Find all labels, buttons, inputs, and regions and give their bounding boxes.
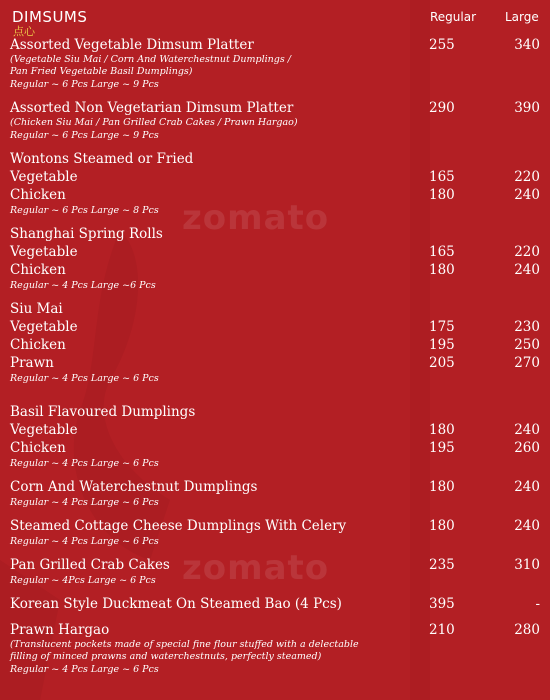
menu-item bbox=[10, 439, 550, 457]
price-large: 240 bbox=[514, 518, 540, 534]
item-name: Chicken bbox=[10, 337, 66, 353]
portion-note: Regular ~ 6 Pcs Large ~ 9 Pcs bbox=[10, 79, 159, 90]
price-large: 240 bbox=[514, 262, 540, 278]
menu-item bbox=[10, 168, 550, 186]
column-header-large: Large bbox=[505, 10, 539, 24]
price-regular: 395 bbox=[429, 596, 455, 612]
menu-section bbox=[10, 556, 550, 587]
item-description: Pan Fried Vegetable Basil Dumplings) bbox=[10, 66, 193, 77]
price-large: 390 bbox=[514, 100, 540, 116]
price-large: 240 bbox=[514, 479, 540, 495]
price-large: 220 bbox=[514, 244, 540, 260]
price-large: 250 bbox=[514, 337, 540, 353]
price-large: 270 bbox=[514, 355, 540, 371]
menu-list bbox=[10, 36, 550, 684]
portion-note: Regular ~ 4 Pcs Large ~ 6 Pcs bbox=[10, 664, 159, 675]
price-regular: 165 bbox=[429, 244, 455, 260]
price-large: 260 bbox=[514, 440, 540, 456]
price-regular: 195 bbox=[429, 337, 455, 353]
section-title: Prawn Hargao bbox=[10, 622, 110, 638]
portion-note: Regular ~ 4 Pcs Large ~ 6 Pcs bbox=[10, 458, 159, 469]
menu-item bbox=[10, 421, 550, 439]
price-regular: 290 bbox=[429, 100, 455, 116]
portion-note: Regular ~ 4 Pcs Large ~ 6 Pcs bbox=[10, 536, 159, 547]
price-large: 240 bbox=[514, 422, 540, 438]
item-description: filling of minced prawns and waterchestnuts, perfectly steamed) bbox=[10, 651, 322, 662]
price-large: 220 bbox=[514, 169, 540, 185]
price-large: 230 bbox=[514, 319, 540, 335]
price-regular: 165 bbox=[429, 169, 455, 185]
section-title: Basil Flavoured Dumplings bbox=[10, 404, 196, 420]
menu-section bbox=[10, 36, 550, 91]
portion-note: Regular ~ 4 Pcs Large ~ 6 Pcs bbox=[10, 497, 159, 508]
price-regular: 180 bbox=[429, 479, 455, 495]
column-header-regular: Regular bbox=[430, 10, 477, 24]
menu-section bbox=[10, 300, 550, 385]
menu-section bbox=[10, 150, 550, 217]
portion-note: Regular ~ 4 Pcs Large ~ 6 Pcs bbox=[10, 373, 159, 384]
menu-section bbox=[10, 621, 550, 676]
portion-note: Regular ~ 6 Pcs Large ~ 9 Pcs bbox=[10, 130, 159, 141]
price-regular: 205 bbox=[429, 355, 455, 371]
item-description: (Vegetable Siu Mai / Corn And Waterchestnut Dumplings / bbox=[10, 54, 291, 65]
price-large: 280 bbox=[514, 622, 540, 638]
section-title: Assorted Non Vegetarian Dimsum Platter bbox=[10, 100, 294, 116]
price-regular: 180 bbox=[429, 518, 455, 534]
item-name: Prawn bbox=[10, 355, 54, 371]
section-title: Korean Style Duckmeat On Steamed Bao (4 Pcs) bbox=[10, 596, 342, 612]
price-large: - bbox=[535, 596, 540, 612]
menu-header bbox=[10, 8, 550, 38]
price-large: 240 bbox=[514, 187, 540, 203]
item-name: Vegetable bbox=[10, 319, 78, 335]
section-title: Steamed Cottage Cheese Dumplings With Celery bbox=[10, 518, 347, 534]
menu-section bbox=[10, 595, 550, 613]
item-name: Vegetable bbox=[10, 422, 78, 438]
menu-section bbox=[10, 478, 550, 509]
item-description: (Translucent pockets made of special fine flour stuffed with a delectable bbox=[10, 639, 359, 650]
menu-item bbox=[10, 318, 550, 336]
page-title-chinese: 点心 bbox=[13, 25, 35, 38]
watermark-bottom: zomato bbox=[182, 548, 330, 588]
portion-note: Regular ~ 4Pcs Large ~ 6 Pcs bbox=[10, 575, 156, 586]
price-regular: 180 bbox=[429, 422, 455, 438]
section-title: Assorted Vegetable Dimsum Platter bbox=[10, 37, 254, 53]
page-title: DIMSUMS bbox=[12, 8, 88, 26]
price-regular: 180 bbox=[429, 187, 455, 203]
menu-item bbox=[10, 186, 550, 204]
price-large: 340 bbox=[514, 37, 540, 53]
menu-section bbox=[10, 225, 550, 292]
item-name: Chicken bbox=[10, 440, 66, 456]
item-name: Chicken bbox=[10, 262, 66, 278]
section-title: Shanghai Spring Rolls bbox=[10, 226, 163, 242]
item-name: Vegetable bbox=[10, 169, 78, 185]
price-regular: 255 bbox=[429, 37, 455, 53]
item-description: (Chicken Siu Mai / Pan Grilled Crab Cakes / Prawn Hargao) bbox=[10, 117, 298, 128]
menu-section bbox=[10, 403, 550, 470]
menu-item bbox=[10, 261, 550, 279]
watermark-top: zomato bbox=[182, 198, 330, 238]
price-regular: 195 bbox=[429, 440, 455, 456]
price-regular: 235 bbox=[429, 557, 455, 573]
menu-item bbox=[10, 354, 550, 372]
section-title: Siu Mai bbox=[10, 301, 63, 317]
price-regular: 175 bbox=[429, 319, 455, 335]
price-large: 310 bbox=[514, 557, 540, 573]
menu-section bbox=[10, 99, 550, 142]
section-title: Corn And Waterchestnut Dumplings bbox=[10, 479, 258, 495]
item-name: Chicken bbox=[10, 187, 66, 203]
price-regular: 210 bbox=[429, 622, 455, 638]
section-title: Wontons Steamed or Fried bbox=[10, 151, 194, 167]
menu-section bbox=[10, 517, 550, 548]
portion-note: Regular ~ 4 Pcs Large ~6 Pcs bbox=[10, 280, 156, 291]
section-title: Pan Grilled Crab Cakes bbox=[10, 557, 170, 573]
menu-item bbox=[10, 243, 550, 261]
item-name: Vegetable bbox=[10, 244, 78, 260]
portion-note: Regular ~ 6 Pcs Large ~ 8 Pcs bbox=[10, 205, 159, 216]
price-regular: 180 bbox=[429, 262, 455, 278]
menu-item bbox=[10, 336, 550, 354]
